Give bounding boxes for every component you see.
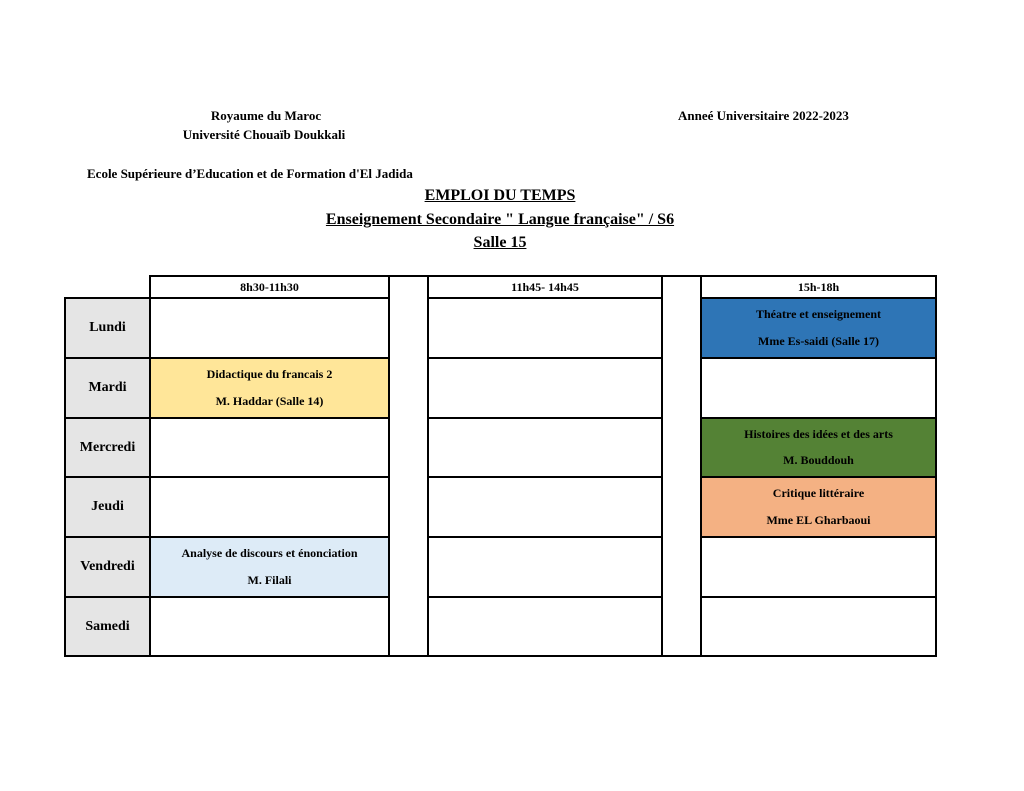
day-mardi: Mardi bbox=[64, 357, 151, 419]
course-cell-mardi-slot1 bbox=[149, 357, 390, 419]
cell-jeudi-slot1 bbox=[149, 476, 390, 538]
day-jeudi: Jeudi bbox=[64, 476, 151, 538]
country-label: Royaume du Maroc bbox=[210, 108, 322, 123]
course-teacher: Mme Es-saidi (Salle 17) bbox=[758, 334, 879, 348]
course-cell-mercredi-slot3 bbox=[700, 417, 937, 478]
page-subtitle: Enseignement Secondaire " Langue française" / S6 bbox=[325, 211, 675, 228]
room-title: Salle 15 bbox=[473, 234, 527, 251]
slot-header-1: 8h30-11h30 bbox=[149, 275, 390, 299]
slot-header-2: 11h45- 14h45 bbox=[427, 275, 663, 299]
day-mercredi: Mercredi bbox=[64, 417, 151, 479]
school-name: Ecole Supérieure d’Education et de Formation d'El Jadida bbox=[87, 166, 413, 181]
cell-samedi-slot2 bbox=[427, 596, 663, 657]
course-title: Critique littéraire bbox=[772, 486, 865, 500]
cell-lundi-slot1 bbox=[149, 297, 390, 359]
course-title: Analyse de discours et énonciation bbox=[181, 546, 358, 560]
course-teacher: M. Bouddouh bbox=[783, 453, 854, 468]
course-cell-vendredi-slot1 bbox=[149, 536, 390, 598]
course-teacher: Mme EL Gharbaoui bbox=[766, 513, 871, 527]
break-column-2 bbox=[661, 275, 702, 657]
cell-mardi-slot3 bbox=[700, 357, 937, 419]
cell-mercredi-slot2 bbox=[427, 417, 663, 478]
day-samedi: Samedi bbox=[64, 596, 151, 657]
cell-mercredi-slot1 bbox=[149, 417, 390, 478]
academic-year: Anneé Universitaire 2022-2023 bbox=[678, 108, 849, 123]
course-title: Théatre et enseignement bbox=[755, 307, 882, 321]
page-title: EMPLOI DU TEMPS bbox=[424, 187, 576, 204]
course-cell-lundi-slot3 bbox=[700, 297, 937, 359]
cell-vendredi-slot2 bbox=[427, 536, 663, 598]
course-title: Didactique du francais 2 bbox=[206, 367, 333, 381]
cell-mardi-slot2 bbox=[427, 357, 663, 419]
course-teacher: M. Haddar (Salle 14) bbox=[215, 394, 324, 408]
cell-samedi-slot1 bbox=[149, 596, 390, 657]
cell-jeudi-slot2 bbox=[427, 476, 663, 538]
course-cell-jeudi-slot3 bbox=[700, 476, 937, 538]
course-title: Histoires des idées et des arts bbox=[744, 426, 893, 441]
course-teacher: M. Filali bbox=[247, 573, 292, 587]
cell-vendredi-slot3 bbox=[700, 536, 937, 598]
cell-samedi-slot3 bbox=[700, 596, 937, 657]
slot-header-3: 15h-18h bbox=[700, 275, 937, 299]
day-lundi: Lundi bbox=[64, 297, 151, 359]
day-vendredi: Vendredi bbox=[64, 536, 151, 598]
cell-lundi-slot2 bbox=[427, 297, 663, 359]
break-column-1 bbox=[388, 275, 429, 657]
university-label: Université Chouaïb Doukkali bbox=[182, 127, 346, 142]
